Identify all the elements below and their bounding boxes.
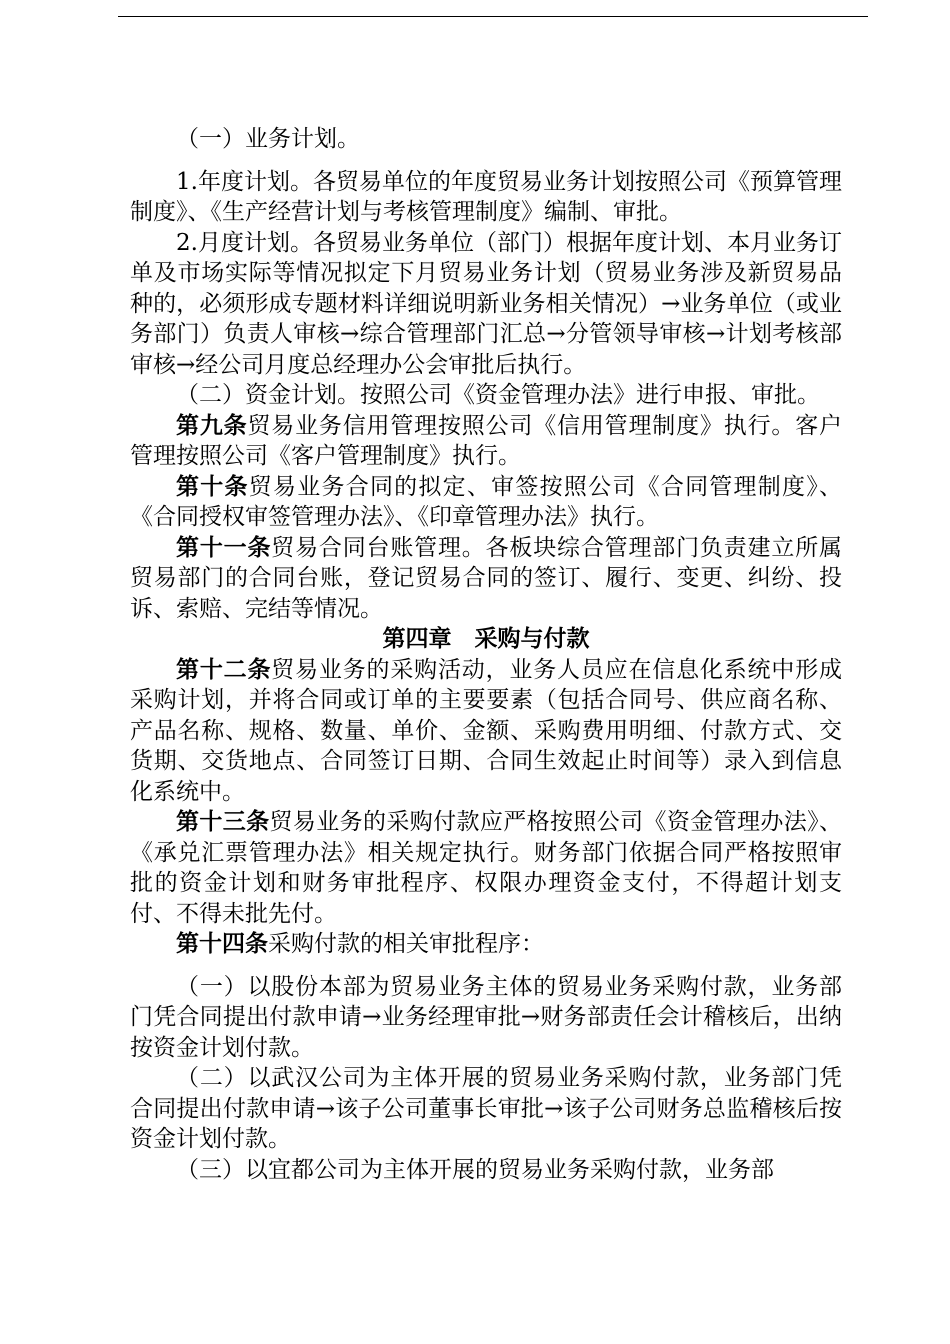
article-9-label: 第九条 <box>176 412 248 439</box>
paragraph-procedure-3: （三）以宜都公司为主体开展的贸易业务采购付款，业务部 <box>176 1156 774 1183</box>
chapter-heading <box>130 624 842 655</box>
article-11 <box>130 533 842 625</box>
paragraph-annual-plan: 1.年度计划。各贸易单位的年度贸易业务计划按照公司《预算管理制度》、《生产经营计划与考核管理制度》编制、审批。 <box>130 168 842 225</box>
article-12-label: 第十二条 <box>176 656 272 683</box>
article-11-label: 第十一条 <box>176 534 272 561</box>
paragraph-monthly-plan: 2.月度计划。各贸易业务单位（部门）根据年度计划、本月业务订单及市场实际等情况拟定下月贸易业务计划（贸易业务涉及新贸易品种的，必须形成专题材料详细说明新业务相关情况）→业务单位（或业务部门）负责人审核→综合管理部门汇总→分管领导审核→计划考核部审核→经公司月度总经理办公会审批后执行。 <box>130 229 842 378</box>
article-14-text: 采购付款的相关审批程序： <box>268 931 544 957</box>
article-12 <box>130 655 842 808</box>
chapter-number: 第四章 <box>382 626 452 652</box>
paragraph-fund-plan: （二）资金计划。按照公司《资金管理办法》进行申报、审批。 <box>176 382 820 408</box>
article-14-label: 第十四条 <box>176 931 268 957</box>
paragraph-procedure-1: （一）以股份本部为贸易业务主体的贸易业务采购付款，业务部门凭合同提出付款申请→业务经理审批→财务部责任会计稽核后，出纳按资金计划付款。 <box>130 973 842 1061</box>
article-9-text: 贸易业务信用管理按照公司《信用管理制度》执行。客户管理按照公司《客户管理制度》执行。 <box>130 412 843 469</box>
paragraph-procedure-2: （二）以武汉公司为主体开展的贸易业务采购付款，业务部门凭合同提出付款申请→该子公司董事长审批→该子公司财务总监稽核后按资金计划付款。 <box>130 1065 842 1152</box>
article-10-label: 第十条 <box>176 473 249 500</box>
article-10-text: 贸易业务合同的拟定、审签按照公司《合同管理制度》、《合同授权审签管理办法》、《印章管理办法》执行。 <box>130 473 843 530</box>
article-13 <box>130 807 842 929</box>
document-body <box>130 124 842 1185</box>
article-9 <box>130 411 842 472</box>
article-10 <box>130 472 842 533</box>
article-13-label: 第十三条 <box>176 809 270 835</box>
article-11-text: 贸易合同台账管理。各板块综合管理部门负责建立所属贸易部门的合同台账，登记贸易合同的签订、履行、变更、纠纷、投诉、索赔、完结等情况。 <box>130 534 843 622</box>
article-12-text: 贸易业务的采购活动，业务人员应在信息化系统中形成采购计划，并将合同或订单的主要要素（包括合同号、供应商名称、产品名称、规格、数量、单价、金额、采购费用明细、付款方式、交货期、交货地点、合同签订日期、合同生效起止时间等）录入到信息化系统中。 <box>130 656 843 805</box>
chapter-title: 采购与付款 <box>474 626 590 652</box>
paragraph-business-plan: （一）业务计划。 <box>176 126 360 152</box>
article-14 <box>130 929 842 960</box>
article-13-text: 贸易业务的采购付款应严格按照公司《资金管理办法》、《承兑汇票管理办法》相关规定执行。财务部门依据合同严格按照审批的资金计划和财务审批程序、权限办理资金支付，不得超计划支付、不得未批先付。 <box>130 809 842 927</box>
header-rule <box>118 16 868 17</box>
